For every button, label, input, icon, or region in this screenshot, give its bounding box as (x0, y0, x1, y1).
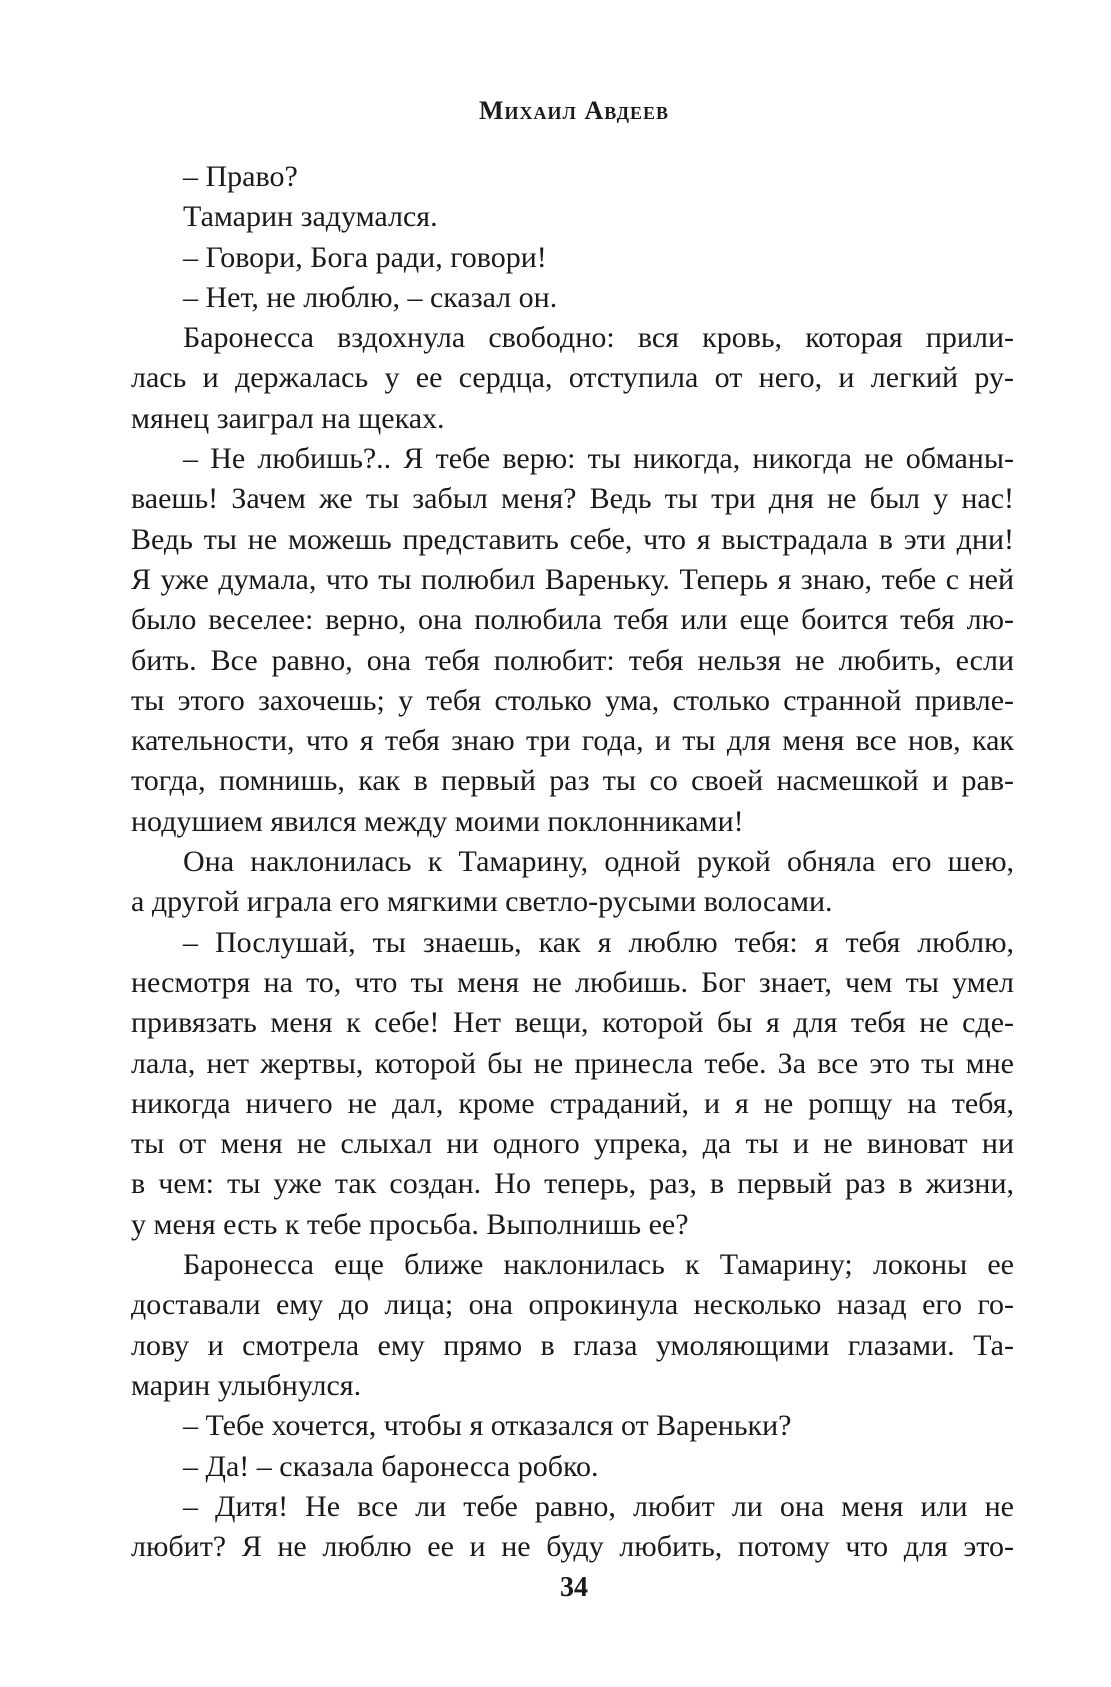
text-line: привязать меня к себе! Нет вещи, которой бы я для тебя не сде- (131, 1006, 1014, 1040)
text-line: Баронесса еще ближе наклонилась к Тамарину; локоны ее (183, 1248, 1014, 1282)
text-line: – Право? (183, 160, 298, 193)
text-line: нодушием явился между моими поклонниками! (131, 804, 744, 838)
paragraph (131, 197, 1014, 237)
paragraph (131, 1406, 1014, 1446)
text-line: кательности, что я тебя знаю три года, и ты для меня все нов, как (131, 724, 1014, 758)
text-line: лась и держалась у ее сердца, отступила от него, и легкий ру- (131, 361, 1014, 395)
text-line: Она наклонилась к Тамарину, одной рукой обняла его шею, (183, 845, 1014, 879)
text-line: никогда ничего не дал, кроме страданий, и я не ропщу на тебя, (131, 1086, 1014, 1120)
text-line: ты от меня не слыхал ни одного упрека, да ты и не виноват ни (131, 1127, 1014, 1161)
text-line: любит? Я не люблю ее и не буду любить, потому что для это- (131, 1530, 1014, 1564)
text-line: лала, нет жертвы, которой бы не принесла тебе. За все это ты мне (131, 1046, 1014, 1080)
text-line: доставали ему до лица; она опрокинула несколько назад его го- (131, 1288, 1014, 1322)
text-line: – Говори, Бога ради, говори! (183, 240, 547, 274)
paragraph (131, 318, 1014, 439)
page-number: 34 (560, 1572, 588, 1603)
text-line: лову и смотрела ему прямо в глаза умоляющими глазами. Та- (131, 1328, 1014, 1362)
text-line: ваешь! Зачем же ты забыл меня? Ведь ты три дня не был у нас! (131, 482, 1014, 516)
text-line: Баронесса вздохнула свободно: вся кровь, которая прили- (183, 321, 1014, 355)
text-line: а другой играла его мягкими светло-русыми волосами. (131, 885, 833, 919)
paragraph (131, 238, 1014, 278)
text-line: – Нет, не люблю, – сказал он. (183, 280, 558, 314)
text-line: тогда, помнишь, как в первый раз ты со своей насмешкой и рав- (131, 764, 1014, 798)
text-line: несмотря на то, что ты меня не любишь. Бог знает, чем ты умел (131, 965, 1014, 999)
paragraph (131, 1245, 1014, 1406)
paragraph (131, 842, 1014, 923)
text-line: у меня есть к тебе просьба. Выполнишь ее? (131, 1207, 689, 1241)
paragraph (131, 439, 1014, 842)
text-line: – Тебе хочется, чтобы я отказался от Вареньки? (183, 1409, 792, 1443)
paragraph (131, 923, 1014, 1245)
text-line: бить. Все равно, она тебя полюбит: тебя нельзя не любить, если (131, 643, 1014, 677)
text-line: было веселее: верно, она полюбила тебя или еще боится тебя лю- (131, 603, 1014, 637)
text-line: в чем: ты уже так создан. Но теперь, раз, в первый раз в жизни, (131, 1167, 1014, 1201)
text-line: ты этого захочешь; у тебя столько ума, столько странной привле- (131, 683, 1014, 717)
paragraph (131, 1447, 1014, 1487)
text-line: – Не любишь?.. Я тебе верю: ты никогда, никогда не обманы- (183, 442, 1014, 476)
text-line: Тамарин задумался. (183, 200, 438, 234)
text-line: – Да! – сказала баронесса робко. (183, 1449, 599, 1483)
running-header-author: Михаил Авдеев (479, 96, 669, 125)
text-line: – Послушай, ты знаешь, как я люблю тебя: я тебя люблю, (183, 925, 1014, 959)
body-text (131, 157, 1014, 1567)
text-line: – Дитя! Не все ли тебе равно, любит ли она меня или не (183, 1489, 1014, 1523)
text-line: Я уже думала, что ты полюбил Вареньку. Теперь я знаю, тебе с ней (131, 562, 1014, 596)
text-line: Ведь ты не можешь представить себе, что я выстрадала в эти дни! (131, 522, 1014, 556)
text-line: мянец заиграл на щеках. (131, 401, 445, 435)
paragraph (131, 157, 1014, 197)
text-line: марин улыбнулся. (131, 1368, 362, 1402)
paragraph (131, 278, 1014, 318)
paragraph (131, 1487, 1014, 1568)
